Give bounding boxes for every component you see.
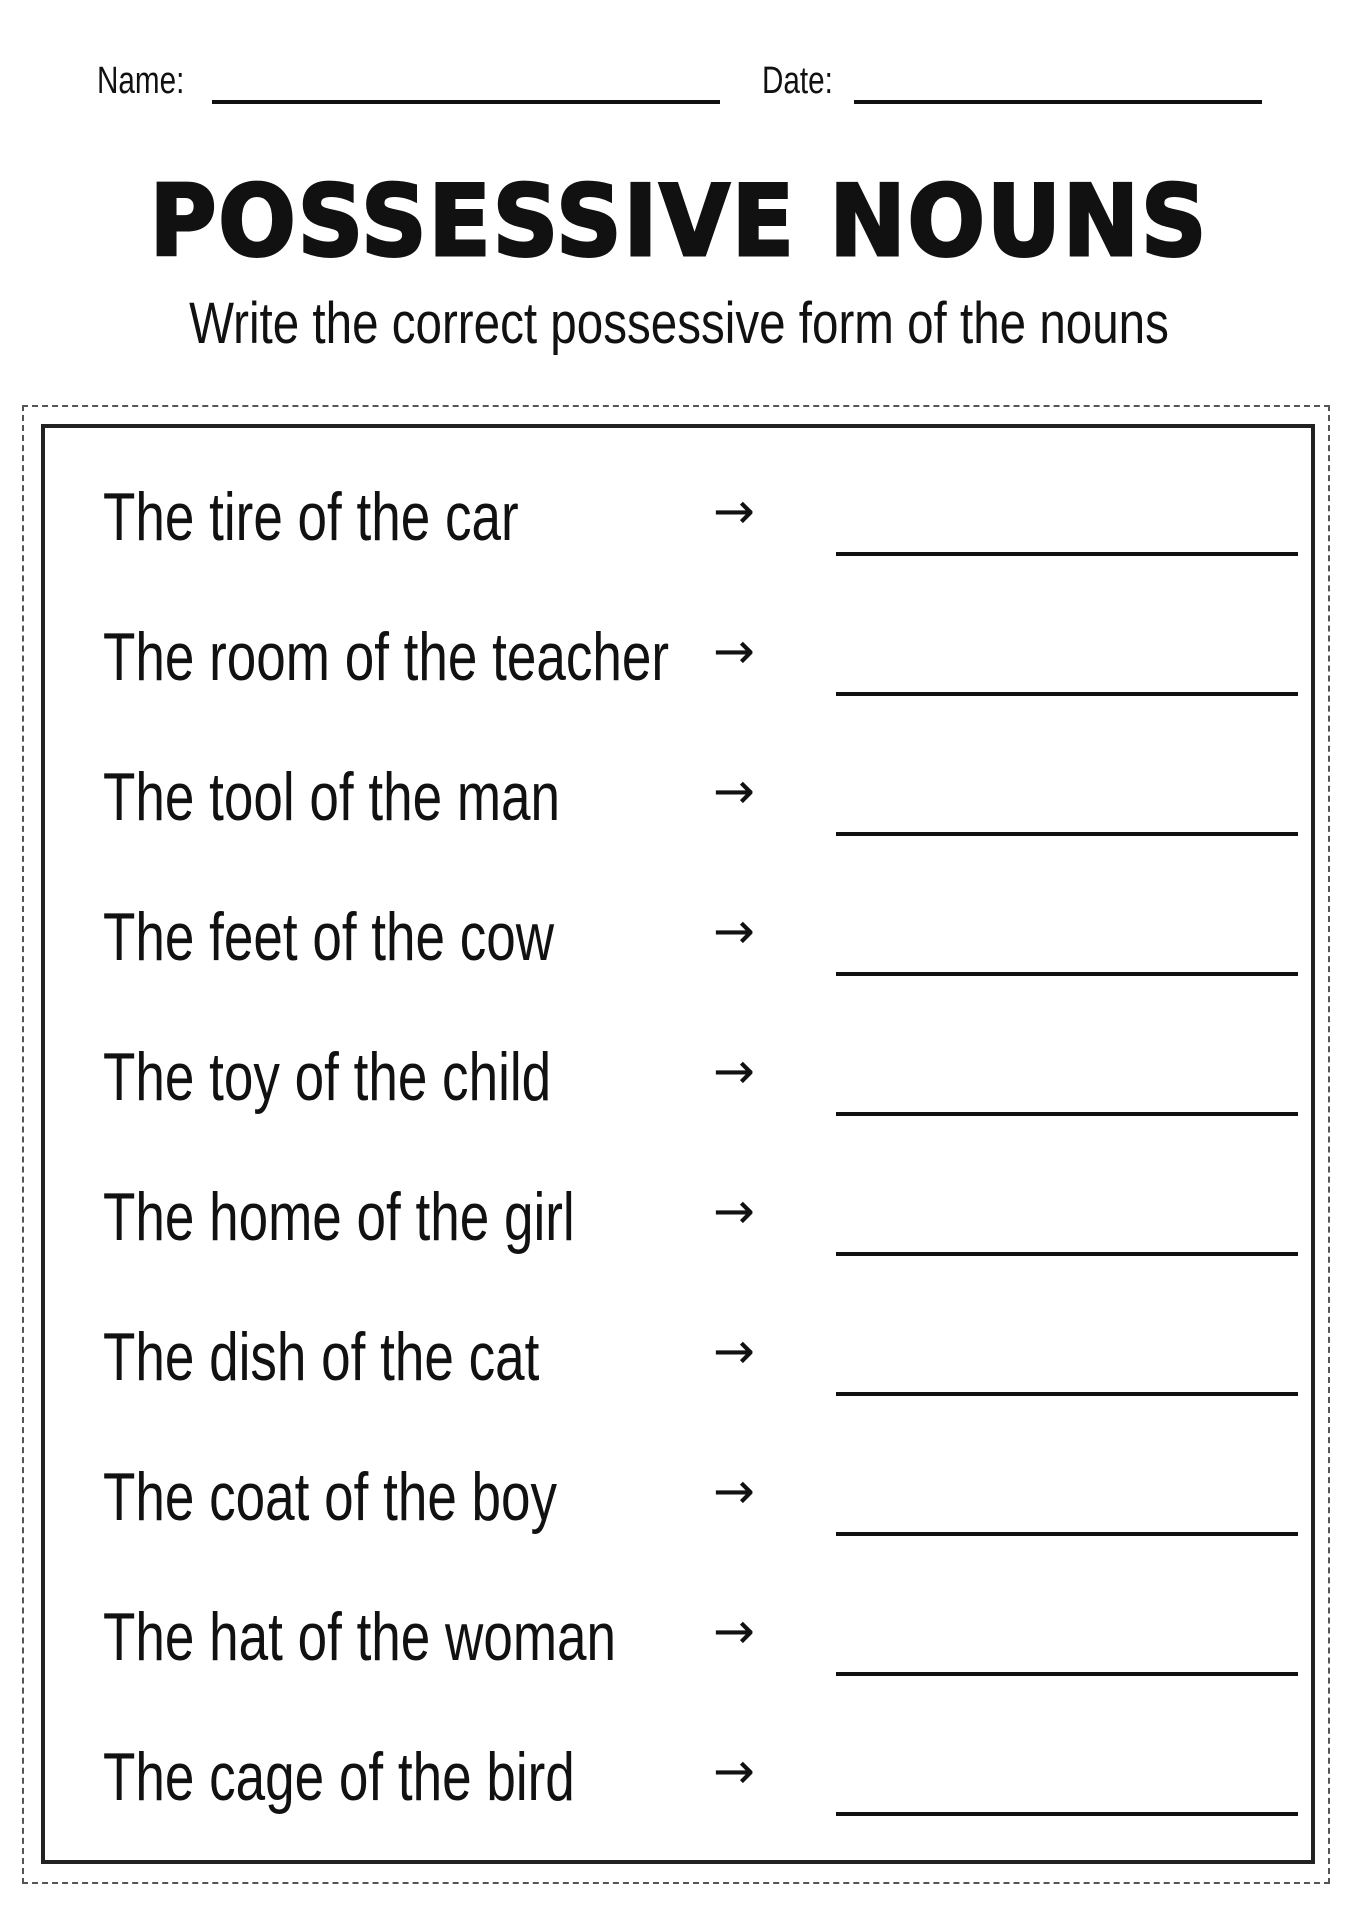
- exercise-item: [63, 610, 1283, 720]
- answer-field[interactable]: [836, 552, 1298, 556]
- arrow-icon: →: [713, 762, 755, 820]
- page-title: POSSESSIVE NOUNS: [149, 165, 1209, 279]
- item-phrase: The cage of the bird: [103, 1739, 575, 1815]
- exercise-item: [63, 1590, 1283, 1700]
- arrow-icon: →: [713, 1042, 755, 1100]
- item-phrase: The feet of the cow: [103, 899, 555, 975]
- item-phrase: The tire of the car: [103, 479, 519, 555]
- arrow-icon: →: [713, 1742, 755, 1800]
- exercise-item: [63, 470, 1283, 580]
- exercise-item: [63, 890, 1283, 1000]
- arrow-icon: →: [713, 902, 755, 960]
- exercise-item: [63, 750, 1283, 860]
- answer-field[interactable]: [836, 1672, 1298, 1676]
- exercise-item: [63, 1730, 1283, 1840]
- arrow-icon: →: [713, 1182, 755, 1240]
- date-field[interactable]: [854, 100, 1262, 104]
- arrow-icon: →: [713, 1462, 755, 1520]
- item-phrase: The toy of the child: [103, 1039, 552, 1115]
- instructions: Write the correct possessive form of the nouns: [189, 291, 1169, 356]
- arrow-icon: →: [713, 1602, 755, 1660]
- exercise-item: [63, 1030, 1283, 1140]
- answer-field[interactable]: [836, 692, 1298, 696]
- answer-field[interactable]: [836, 832, 1298, 836]
- date-label: Date:: [762, 60, 833, 102]
- exercise-item: [63, 1170, 1283, 1280]
- header-row: [97, 60, 1262, 110]
- name-label: Name:: [97, 60, 185, 102]
- name-field[interactable]: [212, 100, 720, 104]
- answer-field[interactable]: [836, 1392, 1298, 1396]
- item-phrase: The dish of the cat: [103, 1319, 540, 1395]
- arrow-icon: →: [713, 482, 755, 540]
- answer-field[interactable]: [836, 1112, 1298, 1116]
- item-phrase: The coat of the boy: [103, 1459, 558, 1535]
- answer-field[interactable]: [836, 1252, 1298, 1256]
- arrow-icon: →: [713, 622, 755, 680]
- answer-field[interactable]: [836, 1812, 1298, 1816]
- answer-field[interactable]: [836, 1532, 1298, 1536]
- exercise-item: [63, 1310, 1283, 1420]
- item-phrase: The tool of the man: [103, 759, 561, 835]
- exercise-item: [63, 1450, 1283, 1560]
- answer-field[interactable]: [836, 972, 1298, 976]
- item-phrase: The room of the teacher: [103, 619, 670, 695]
- item-phrase: The hat of the woman: [103, 1599, 617, 1675]
- arrow-icon: →: [713, 1322, 755, 1380]
- item-phrase: The home of the girl: [103, 1179, 575, 1255]
